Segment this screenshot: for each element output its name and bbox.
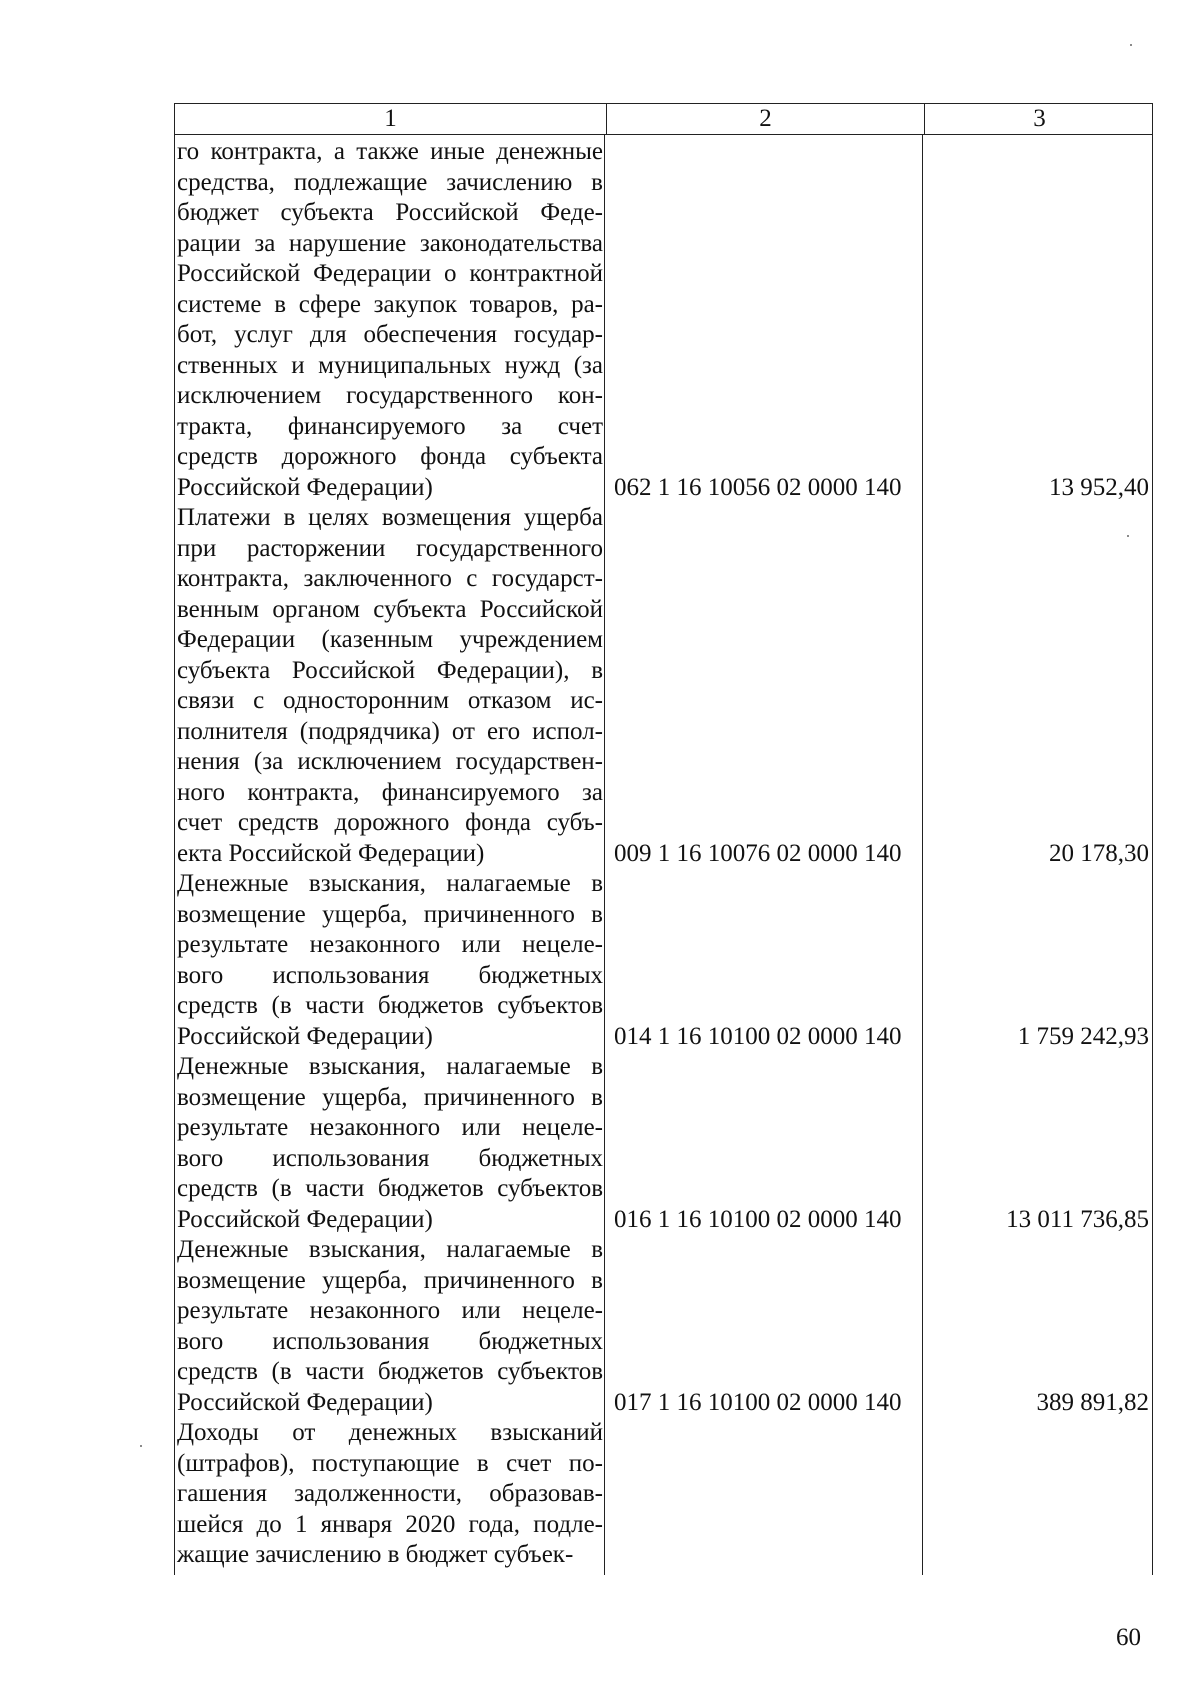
description-line: Денежные взыскания, налагаемые в [177,1053,603,1080]
description-line: субъекта Российской Федерации), в [177,656,603,684]
description-line: го контракта, а также иные денежные [177,138,603,165]
description-column [174,135,605,1575]
description-line: вого использования бюджетных [177,961,603,989]
description-line: Российской Федерации) [177,1388,433,1416]
revenue-table [174,103,1153,1575]
description-line: средств (в части бюджетов субъектов [177,1175,603,1202]
description-line: Российской Федерации) [177,1205,433,1233]
amount-value: 1 759 242,93 [1017,1022,1149,1050]
page-number: 60 [1116,1624,1141,1651]
row-description [177,1418,604,1571]
description-line: возмещение ущерба, причиненного в [177,1083,603,1111]
amount-value: 389 891,82 [1036,1388,1149,1416]
description-line: средства, подлежащие зачислению в [177,168,603,196]
budget-code: 016 1 16 10100 02 0000 140 [614,1205,902,1233]
description-line: екта Российской Федерации) [177,839,485,867]
amount-value: 13 011 736,85 [1006,1205,1149,1233]
description-line: Денежные взыскания, налагаемые в [177,1236,603,1263]
description-line: связи с односторонним отказом ис- [177,687,603,714]
description-line: Российской Федерации) [177,1022,433,1050]
scan-speck [1127,535,1129,537]
description-line: венным органом субъекта Российской [177,595,603,623]
description-line: при расторжении государственного [177,534,603,562]
scan-speck [1130,44,1132,46]
description-line: счет средств дорожного фонда субъ- [177,809,603,836]
description-line: бот, услуг для обеспечения государ- [177,321,603,348]
description-line: полнителя (подрядчика) от его испол- [177,717,603,745]
budget-code: 014 1 16 10100 02 0000 140 [614,1022,902,1050]
description-line: шейся до 1 января 2020 года, подле- [177,1510,603,1538]
description-line: вого использования бюджетных [177,1144,603,1172]
header-col-2: 2 [606,104,924,134]
description-line: ного контракта, финансируемого за [177,778,603,806]
description-line: рации за нарушение законодательства [177,229,603,257]
description-line: ственных и муниципальных нужд (за [177,351,603,379]
budget-code: 017 1 16 10100 02 0000 140 [614,1388,902,1416]
amount-value: 13 952,40 [1049,473,1149,501]
budget-code: 009 1 16 10076 02 0000 140 [614,839,902,867]
description-line: возмещение ущерба, причиненного в [177,900,603,928]
description-line: Федерации (казенным учреждением [177,626,603,653]
description-line: средств (в части бюджетов субъектов [177,992,603,1019]
row-description [177,1235,604,1418]
description-line: исключением государственного кон- [177,382,603,409]
description-line: гашения задолженности, образовав- [177,1480,603,1507]
description-line: контракта, заключенного с государст- [177,565,603,592]
description-line: Российской Федерации о контрактной [177,260,603,287]
description-line: результате незаконного или нецеле- [177,1297,603,1324]
description-line: системе в сфере закупок товаров, ра- [177,290,603,318]
description-line: результате незаконного или нецеле- [177,931,603,958]
description-line: Доходы от денежных взысканий [177,1419,603,1446]
scan-speck [140,1445,142,1447]
description-line: Денежные взыскания, налагаемые в [177,870,603,897]
row-description [177,869,604,1052]
description-line: средств дорожного фонда субъекта [177,443,603,470]
description-line: Платежи в целях возмещения ущерба [177,504,603,531]
row-description [177,137,604,503]
description-line: результате незаконного или нецеле- [177,1114,603,1141]
description-line: нения (за исключением государствен- [177,748,603,775]
table-body [174,135,1153,1575]
description-line: жащие зачислению в бюджет субъек- [177,1541,574,1568]
description-line: бюджет субъекта Российской Феде- [177,199,603,226]
description-line: возмещение ущерба, причиненного в [177,1266,603,1294]
row-description [177,503,604,869]
budget-code: 062 1 16 10056 02 0000 140 [614,473,902,501]
table-header [174,103,1153,135]
description-line: тракта, финансируемого за счет [177,412,603,440]
header-col-3: 3 [924,104,1154,134]
header-col-1: 1 [384,105,397,132]
description-line: средств (в части бюджетов субъектов [177,1358,603,1385]
description-line: (штрафов), поступающие в счет по- [177,1449,603,1477]
description-line: Российской Федерации) [177,473,433,501]
row-description [177,1052,604,1235]
amount-value: 20 178,30 [1049,839,1149,867]
description-line: вого использования бюджетных [177,1327,603,1355]
